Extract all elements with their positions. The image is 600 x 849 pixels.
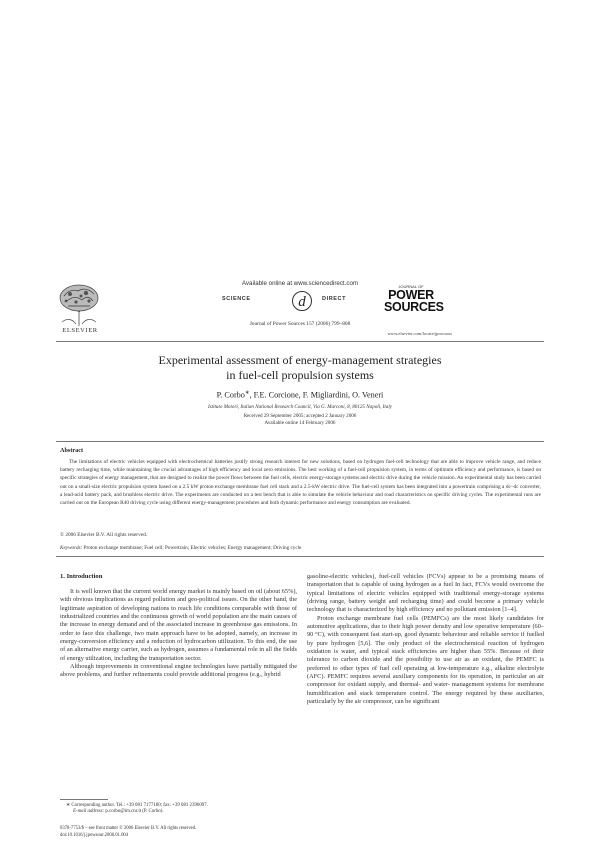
sciencedirect-d-icon [288, 290, 316, 312]
abstract-copyright: © 2006 Elsevier B.V. All rights reserved. [60, 532, 148, 538]
email-address[interactable]: p.corbo@im.cnr.it (P. Corbo). [104, 809, 164, 814]
footnote-corresponding-author: ∗ Corresponding author. Tel.: +39 081 7177180; fax: +39 081 2396097. [66, 803, 208, 808]
author-list [70, 390, 530, 400]
header-divider [56, 341, 544, 342]
available-online-date: Available online 14 February 2006 [264, 419, 336, 426]
abstract-bottom-divider [56, 556, 544, 557]
keywords [60, 545, 301, 551]
journal-masthead-logo [384, 284, 444, 324]
author-corbo[interactable]: P. Corbo [216, 390, 245, 400]
journal-masthead-line2: SOURCES [384, 300, 444, 314]
journal-masthead-small: JOURNAL OF [398, 284, 424, 289]
paragraph: gasoline-electric vehicles), fuel-cell vehicles (FCVs) appear to be a promising means of transportation that is capable of using hydrogen as a fuel In fact, FCVs would overcome the typical limitations of electric vehicles equipped with traditional energy-storage systems (driving range, battery weight and recharging time) and could become a primary vehicle technology that is characterized by high efficiency and no pollutant emission [1–4]. [307, 573, 544, 614]
doi-link[interactable]: doi:10.1016/j.jpowsour.2006.01.004 [60, 833, 129, 838]
section-heading-introduction: 1. Introduction [60, 573, 103, 580]
publisher-name: ELSEVIER [62, 327, 98, 334]
corresponding-author-mark[interactable]: ∗ [244, 390, 250, 396]
body-column-left [60, 588, 297, 680]
keywords-label: Keywords: [60, 545, 83, 551]
received-dates: Received 29 September 2005; accepted 2 January 2006 [243, 413, 357, 419]
abstract-heading: Abstract [60, 447, 84, 454]
journal-masthead-line1: POWER [388, 288, 434, 302]
abstract-text: The limitations of electric vehicles equipped with electrochemical batteries justify strong research interest for new solutions, based on hydrogen fuel-cell technology that are able to improve vehicle range, and reduce battery recharging time, while maintaining the crucial advantages of high efficiency and local zero emissions. The best working of a fuel-cell propulsion system, in terms of optimum efficiency and performance, is based on specific strategies of energy management, that are designed to realize the power flows between the fuel cells, electric energy-storage systems and electric drive during the vehicle mission. An experimental study has been carried out on a small-size electric propulsion system based on a 2.5 kW proton exchange membrane fuel cell stack and a 2.5-kW electric drive. The fuel-cell system has been integrated into a powertrain comprising a dc–dc converter, a lead-acid battery pack, and brushless electric drive. The experiments are conducted on a test bench that is able to simulate the vehicle behaviour and road characteristics on specific driving cycles. The experimental runs are carried out on the European R40 driving cycle using different energy-management procedures and both dynamic performance and energy consumption are evaluated. [60, 459, 541, 507]
body-column-right [307, 573, 544, 707]
elsevier-tree-logo [56, 282, 102, 328]
footnote-email [73, 809, 164, 814]
article-title [70, 353, 530, 382]
affiliation: Istituto Motori, Italian National Research Council, Via G. Marconi, 8, 80125 Napoli, Italy [207, 404, 393, 410]
title-line-2: in fuel-cell propulsion systems [226, 367, 374, 382]
journal-reference: Journal of Power Sources 157 (2006) 799–808 [249, 321, 351, 327]
paragraph: Although improvements in conventional engine technologies have partially mitigated the above problems, and further refinements could provide additional progress (e.g., hybrid [60, 663, 297, 679]
keywords-list: Proton exchange membrane; Fuel cell; Powertrain; Electric vehicles; Energy management; Driving cycle [82, 545, 302, 551]
other-authors: , F.E. Corcione, F. Migliardini, O. Veneri [249, 390, 384, 400]
issn-line: 0378-7753/$ – see front matter © 2006 Elsevier B.V. All rights reserved. [60, 826, 197, 831]
email-label: E-mail address: [73, 809, 105, 814]
available-online-notice: Available online at www.sciencedirect.com [241, 280, 359, 287]
paragraph: Proton exchange membrane fuel cells (PEMFCs) are the most likely candidates for automotive applications, due to their high power density and low operative temperature (60–90 °C), with consequent fast start-up, good dynamic behaviour and reliable service if fuelled by pure hydrogen [5,6]. The only product of the electrochemical reaction of hydrogen oxidation is water, and typical stack efficiencies are higher than 55%. Because of their tolerance to carbon dioxide and the possibility to use air as an oxidant, the PEMFC is preferred to other types of fuel cell operating at low-temperature e.g., alkaline electrolyte (AFC). PEMFC requires several auxiliary components for its operation, in particular an air compressor for oxidant supply, and thermal- and water- management systems for membrane humidification and stack temperature control. The energy required by these auxiliaries, particularly by the air compressor, can be significant [307, 614, 544, 706]
footnote-divider [60, 799, 108, 800]
journal-url[interactable]: www.elsevier.com/locate/jpowsour [387, 331, 452, 336]
sciencedirect-right-word: DIRECT [322, 296, 347, 302]
svg-text:d: d [298, 294, 306, 310]
sciencedirect-left-word: SCIENCE [222, 296, 251, 302]
title-line-1: Experimental assessment of energy-management strategies [158, 353, 442, 367]
abstract-top-divider [56, 441, 544, 442]
paragraph: It is well known that the current world energy market is mainly based on oil (about 65%), with obvious implications as regard pollution and geo-political issues. On the other hand, the legitimate aspiration of developing nations to reach life conditions comparable with those of industrialized countries and the continuous growth of world population are the main causes of the increase in energy demand and of the associated increase in greenhouse gas emissions. In order to face this challenge, two main approach have to be adopted, namely, an increase in energy-conversion efficiency and a reduction of hydrocarbon utilization. To this end, the use of an alternative energy carrier, such as hydrogen, assumes a fundamental role in all the fields of energy utilization, including the transportation sector. [60, 588, 297, 662]
